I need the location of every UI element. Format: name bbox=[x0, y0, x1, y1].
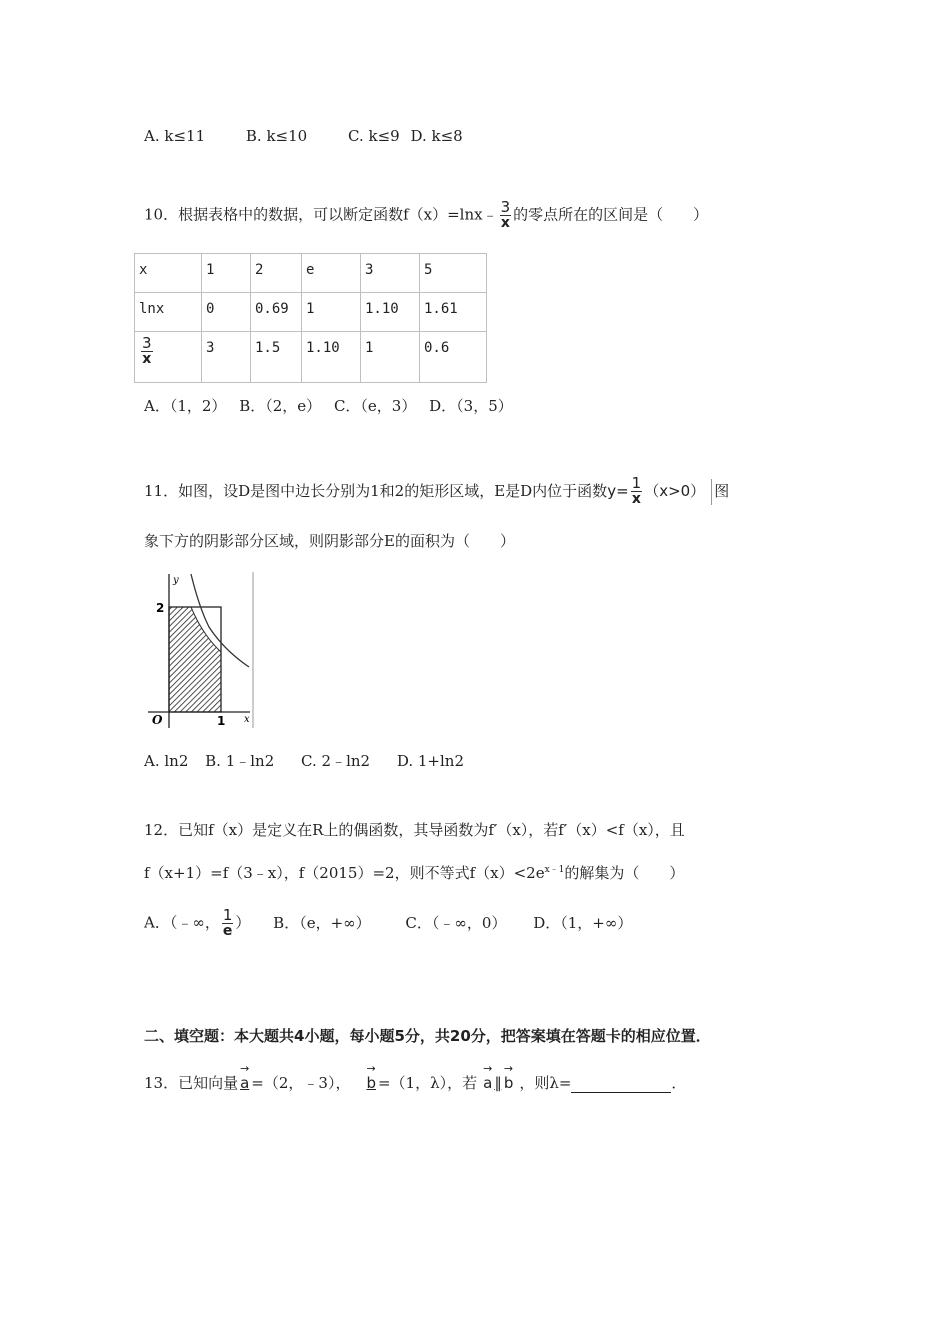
exponent: x﹣1 bbox=[544, 865, 565, 875]
parallel-condition: → a ∥ → b bbox=[483, 1062, 514, 1092]
q13-stem: 13．已知向量 → a =（2，﹣3）， → b =（1，λ），若 → a ∥ → b ，则λ= ． bbox=[144, 1062, 687, 1092]
q12-option-b: B．（e，+∞） bbox=[273, 913, 371, 932]
x-axis-label: x bbox=[244, 714, 250, 725]
q12-option-a: A．（﹣∞， $\frac{1}{e}$ ） bbox=[144, 906, 251, 939]
q10-option-c: C．（e，3） bbox=[333, 397, 417, 415]
q10-option-b: B．（2，e） bbox=[239, 397, 322, 415]
q11-option-b: B. 1﹣ln2 bbox=[205, 752, 275, 770]
table-cell: 2 bbox=[251, 254, 302, 293]
q11-stem-post: 图 bbox=[714, 482, 730, 500]
q11-stem-line2: 象下方的阴影部分区域，则阴影部分E的面积为（ ） bbox=[144, 532, 515, 550]
q10-option-d: D．（3，5） bbox=[429, 397, 513, 415]
table-cell: 3 bbox=[361, 254, 420, 293]
tick-y-label: 2 bbox=[156, 601, 165, 615]
divider bbox=[711, 479, 712, 505]
table-cell bbox=[135, 332, 202, 383]
q10-options bbox=[144, 396, 513, 416]
table-cell: 1.5 bbox=[251, 332, 302, 383]
shaded-region-e bbox=[169, 607, 221, 712]
q9-options bbox=[144, 126, 463, 146]
table-cell: 1 bbox=[202, 254, 251, 293]
table-cell: 5 bbox=[420, 254, 487, 293]
q10-stem-pre: 10．根据表格中的数据，可以断定函数f（x）=lnx﹣ bbox=[144, 205, 498, 224]
q11-options bbox=[144, 751, 464, 771]
table-row bbox=[135, 293, 487, 332]
table-row bbox=[135, 332, 487, 383]
table-cell: x bbox=[135, 254, 202, 293]
q10-stem-post: 的零点所在的区间是（ ） bbox=[513, 205, 709, 224]
origin-label: O bbox=[152, 713, 163, 727]
q12-option-c: C．（﹣∞，0） bbox=[405, 913, 507, 932]
q11-function: y= $\frac{1}{x}$ （x>0） bbox=[607, 474, 706, 507]
q11-graph bbox=[144, 572, 256, 728]
q11-stem bbox=[144, 476, 729, 507]
vector-b: → b bbox=[366, 1062, 376, 1092]
tick-x-label: 1 bbox=[217, 714, 226, 728]
table-cell: 0 bbox=[202, 293, 251, 332]
q11-option-c: C. 2﹣ln2 bbox=[301, 752, 371, 770]
table-row bbox=[135, 254, 487, 293]
table-cell: 1 bbox=[361, 332, 420, 383]
y-axis-label: y bbox=[173, 575, 179, 586]
table-cell: e bbox=[302, 254, 361, 293]
q9-option-d: D. k≤8 bbox=[410, 127, 463, 145]
q9-option-c: C. k≤9 bbox=[348, 127, 400, 145]
q9-option-a: A. k≤11 bbox=[144, 127, 206, 145]
answer-blank[interactable] bbox=[571, 1078, 671, 1093]
q12-line1: 12．已知f（x）是定义在R上的偶函数，其导函数为f′（x），若f′（x）<f（x），且 bbox=[144, 821, 685, 839]
table-cell: 1.10 bbox=[361, 293, 420, 332]
q11-option-a: A. ln2 bbox=[144, 752, 189, 770]
q12-option-d: D．（1，+∞） bbox=[533, 913, 633, 932]
table-cell: 1 bbox=[302, 293, 361, 332]
table-cell: 1.61 bbox=[420, 293, 487, 332]
table-cell: 1.10 bbox=[302, 332, 361, 383]
row3-fraction: $\frac{3}{x}$ bbox=[142, 334, 152, 367]
q11-stem-pre: 11．如图，设D是图中边长分别为1和2的矩形区域，E是D内位于函数 bbox=[144, 482, 608, 500]
q11-option-d: D. 1+ln2 bbox=[396, 752, 465, 770]
q9-option-b: B. k≤10 bbox=[245, 127, 308, 145]
q10-table bbox=[134, 253, 487, 383]
q12-options bbox=[144, 908, 632, 939]
table-cell: 0.6 bbox=[420, 332, 487, 383]
vector-a: → a bbox=[240, 1062, 250, 1092]
q10-option-a: A．（1，2） bbox=[144, 397, 227, 415]
table-cell: 0.69 bbox=[251, 293, 302, 332]
table-cell: lnx bbox=[135, 293, 202, 332]
q10-fraction: $\frac{3}{x}$ bbox=[500, 198, 511, 231]
q12-line2: f（x+1）=f（3﹣x），f（2015）=2，则不等式$f(x)<2e^{x﹣1}$的解集为（ ） bbox=[144, 864, 685, 882]
table-cell: 3 bbox=[202, 332, 251, 383]
q10-stem bbox=[144, 200, 708, 231]
section-heading: 二、填空题：本大题共4小题，每小题5分，共20分，把答案填在答题卡的相应位置． bbox=[144, 1027, 711, 1045]
